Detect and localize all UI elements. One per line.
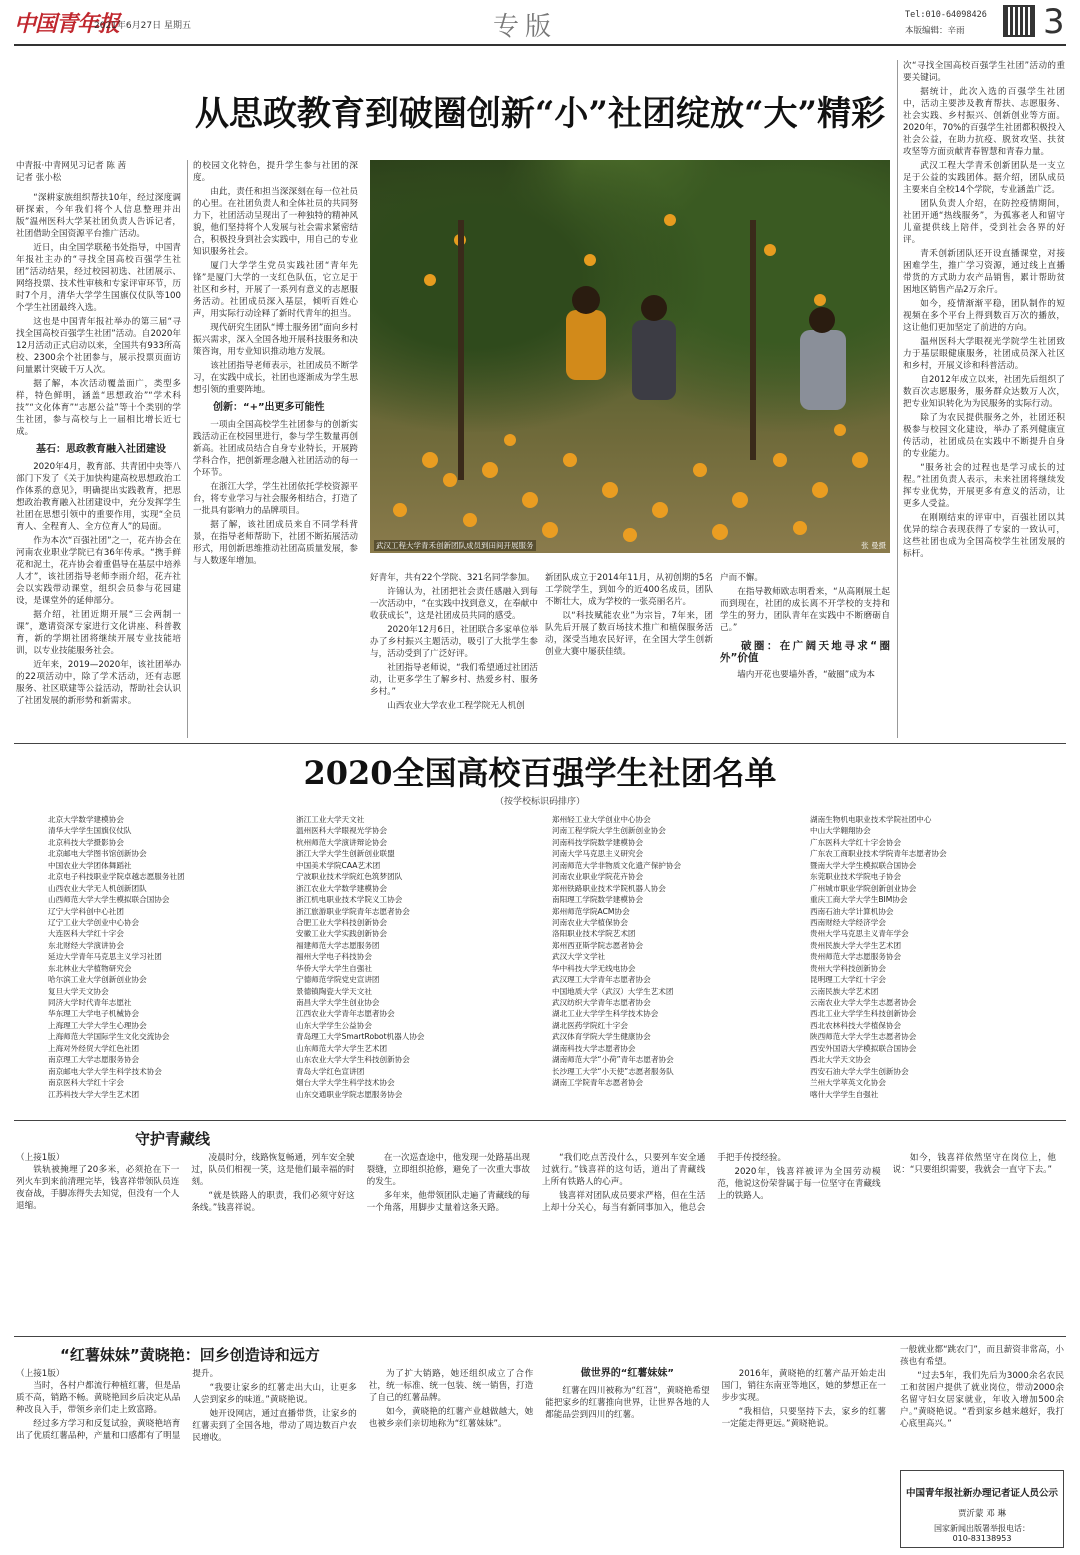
column-divider <box>187 160 188 738</box>
club-name: 西北工业大学学生科技创新协会 <box>810 1009 917 1019</box>
paragraph: 在一次巡查途中，他发现一处路基出现裂缝，立即组织抢修，避免了一次重大事故的发生。 <box>366 1153 530 1187</box>
paragraph: 2020年12月6日，社团联合多家单位举办了乡村振兴主题活动，吸引了大批学生参与，活动受到了广泛好评。 <box>370 625 538 659</box>
list-column-1 <box>48 814 284 1116</box>
notice-names: 贾沂蒙 邓 琳 <box>958 1509 1006 1519</box>
photo-caption: 武汉工程大学青禾创新团队成员到田间开展服务 <box>376 541 534 550</box>
club-name: 同济大学时代青年志愿社 <box>48 998 132 1007</box>
column-divider <box>897 60 898 738</box>
club-name: 河南农业大学植保协会 <box>552 917 628 927</box>
paragraph: “过去5年，我们先后为3000余名农民工和贫困户提供了就业岗位，带动2000余名留守妇女居家就业，年收入增加500余户。”黄晓艳说。“看到家乡越来越好，我打心底里高兴。” <box>900 1371 1064 1429</box>
continuation-note: （上接1版） <box>16 1369 65 1379</box>
paragraph: 据统计，此次入选的百强学生社团中，活动主要涉及教育帮扶、志愿服务、社会实践、乡村振兴、创新创业等方面。2020年，70%的百强学生社团都积极投入社会公益，在助力抗疫、脱贫攻坚、扶贫攻坚等方面贡献青春智慧和青春力量。 <box>903 87 1065 157</box>
club-name: 东莞职业技术学院电子协会 <box>810 872 902 882</box>
club-name: 华东理工大学电子机械协会 <box>48 1009 140 1019</box>
paragraph: 近年来，2019—2020年，该社团举办的22项活动中，除了学术活动，还有志愿服务、社区联建等公益活动，帮助社会认识了社团发展的新形势和新需求。 <box>16 660 181 706</box>
article-headline: 从思政教育到破圈创新“小”社团绽放“大”精彩 <box>194 94 886 134</box>
club-name: 青岛大学红色宣讲团 <box>296 1066 365 1076</box>
club-name: 安徽工业大学实践创新协会 <box>296 929 388 939</box>
club-name: 喀什大学学生自强社 <box>810 1089 879 1099</box>
club-name: 烟台大学大学生科学技术协会 <box>296 1078 395 1088</box>
club-name: 江苏科技大学大学生艺术团 <box>48 1089 140 1099</box>
paragraph: 社团指导老师说，“我们希望通过社团活动，让更多学生了解乡村、热爱乡村、服务乡村。” <box>370 663 538 697</box>
list-column-4 <box>810 814 1046 1116</box>
club-name: 郑州师范学院ACM协会 <box>552 906 630 916</box>
club-name: 华侨大学大学生自强社 <box>296 963 372 973</box>
club-name: 贵州大学马克思主义青年学会 <box>810 929 909 939</box>
club-name: 广州城市职业学院创新创业协会 <box>810 883 917 893</box>
story-title-qinghai: 守护青藏线 <box>135 1130 211 1148</box>
club-name: 辽宁工业大学创业中心协会 <box>48 917 140 927</box>
club-name: 南阳理工学院数学建模协会 <box>552 895 644 905</box>
paragraph: 经过多方学习和反复试验，黄晓艳培育出了优质红薯品种，产量和口感都有了明显提升。 <box>16 1369 219 1441</box>
club-name: 北京大学数学建模协会 <box>48 815 124 824</box>
club-name: 山东交通职业学院志愿服务协会 <box>296 1089 403 1099</box>
club-name: 北京电子科技职业学院卓越志愿服务社团 <box>48 872 185 882</box>
paragraph: 厦门大学学生党员实践社团“青年先锋”是厦门大学的一支红色队伍，它立足于社区和乡村，开展了一系列有意义的志愿服务活动。社团成员深入基层，倾听百姓心声，用实际行动诠释了新时代青年的担当。 <box>193 261 358 319</box>
club-name: 西南石油大学计算机协会 <box>810 906 894 916</box>
masthead-rule <box>14 44 1066 46</box>
paragraph: 在指导教师欧志明看来，“从高刚展土起而到现在，社团的成长离不开学校的支持和学生的努力，团队青年在实践中不断磨砺自己。” <box>720 587 890 633</box>
club-name: 南京理工大学志愿服务协会 <box>48 1055 140 1065</box>
paragraph: 她开设网店，通过直播带货，让家乡的红薯卖到了全国各地，带动了周边数百户农民增收。 <box>192 1409 357 1443</box>
notice-body: 国家新闻出版署举报电话： <box>934 1524 1030 1533</box>
paragraph: “我们吃点苦没什么，只要列车安全通过就行。”钱喜祥的这句话，道出了青藏线上所有铁路人的心声。 <box>541 1153 706 1187</box>
club-name: 云南民族大学艺术团 <box>810 986 879 996</box>
club-name: 西南财经大学经济学会 <box>810 917 886 927</box>
club-name: 南昌大学大学生创业协会 <box>296 998 380 1007</box>
paragraph: 如今，黄晓艳的红薯产业越做越大，她也被乡亲们亲切地称为“红薯妹妹”。 <box>368 1407 534 1429</box>
paragraph: 山西农业大学农业工程学院无人机创 <box>387 701 525 711</box>
section-rule <box>14 1336 1066 1337</box>
club-name: 浙江旅游职业学院青年志愿者协会 <box>296 906 410 916</box>
club-name: 上海师范大学国际学生文化交流协会 <box>48 1032 170 1042</box>
club-name: 上海对外经贸大学红色社团 <box>48 1043 140 1053</box>
club-name: 宁波职业技术学院红色筑梦团队 <box>296 872 403 882</box>
section-rule <box>14 743 1066 744</box>
club-name: 郑州铁路职业技术学院机器人协会 <box>552 883 666 893</box>
story-sweet-potato-body <box>16 1368 886 1548</box>
club-name: 贵州师范大学志愿服务协会 <box>810 952 902 962</box>
club-name: 山东大学学生公益协会 <box>296 1020 372 1030</box>
paragraph: 凌晨时分，线路恢复畅通，列车安全驶过，队员们相视一笑，这是他们最幸福的时刻。 <box>191 1153 355 1187</box>
club-name: 宁德师范学院党史宣讲团 <box>296 975 380 985</box>
paragraph: 许锦认为，社团把社会责任感融入到每一次活动中，“在实践中找到意义，在奉献中收获成长”，这是社团成员共同的感受。 <box>370 587 538 621</box>
club-name: 福州大学电子科技协会 <box>296 952 372 962</box>
club-name: 中国美术学院CAA艺术团 <box>296 860 381 870</box>
club-name: 东北财经大学演讲协会 <box>48 940 124 950</box>
club-name: 江西农业大学青年志愿者协会 <box>296 1009 395 1019</box>
paragraph: 当时，各村户都流行种植红薯，但是品质不高，销路不畅。黄晓艳回乡后决定从品种改良入手，带领乡亲们走上致富路。 <box>16 1381 181 1415</box>
club-name: 西北大学天文协会 <box>810 1055 871 1065</box>
club-name: 郑州西亚斯学院志愿者协会 <box>552 940 644 950</box>
club-name: 杭州师范大学演讲辩论协会 <box>296 837 388 847</box>
club-name: 武汉纺织大学青年志愿者协会 <box>552 998 651 1007</box>
paragraph: 红薯在四川被称为“红苕”，黄晓艳希望能把家乡的红薯推向世界，让世界各地的人都能品尝到四川的红薯。 <box>545 1386 710 1420</box>
club-name: 华中科技大学无线电协会 <box>552 963 636 973</box>
paragraph: 如今，钱喜祥依然坚守在岗位上，他说：“只要组织需要，我就会一直守下去。” <box>892 1153 1056 1175</box>
orchard-photo <box>370 160 890 553</box>
paragraph: 墙内开花也要墙外香，“破圈”成为本 <box>737 670 875 680</box>
notice-box <box>900 1470 1064 1548</box>
section-rule <box>14 1120 1066 1121</box>
list-column-2 <box>296 814 532 1116</box>
story-qinghai-body <box>16 1152 1056 1330</box>
paragraph: 武汉工程大学青禾创新团队是一支立足于公益的实践团体。据介绍，团队成员主要来自全校14个学院，专业涵盖广泛。 <box>903 161 1065 195</box>
paragraph: 这也是中国青年报社举办的第三届“寻找全国高校百强学生社团”活动。自2020年12月活动正式启动以来，全国共有933所高校、2300余个社团参与，展示投票页面访问量累计突破千万人次。 <box>16 317 181 375</box>
paragraph: 团队负责人介绍，在防控疫情期间，社团开通“热线服务”，为孤寡老人和留守儿童提供线上陪伴，受到社会各界的好评。 <box>903 199 1065 245</box>
right-column <box>903 60 1065 738</box>
paragraph: 2020年4月，教育部、共青团中央等八部门下发了《关于加快构建高校思想政治工作体系的意见》，明确提出实践教育，把思想政治教育融入社团建设中，充分发挥学生社团在思想引领中的重要作用，实现“全员育人、全程育人、全方位育人”的局面。 <box>16 462 181 532</box>
paragraph: 户而不懈。 <box>720 573 763 583</box>
paragraph: 据介绍，社团近期开展“三会两制一课”，邀请资深专家进行文化讲座、科普教育，新的学期社团将继续开展专业技能培训，以专业技能服务社会。 <box>16 610 181 656</box>
section-name: 专版 <box>493 12 558 42</box>
issue-date: 2021年6月27日 星期五 <box>94 21 191 31</box>
continuation-note: （上接1版） <box>16 1153 65 1163</box>
paragraph: 温州医科大学眼视光学院学生社团致力于基层眼健康服务，社团成员深入社区和乡村，开展义诊和科普活动。 <box>903 337 1065 371</box>
club-name: 山东师范大学大学生艺术团 <box>296 1043 388 1053</box>
club-name: 辽宁大学科创中心社团 <box>48 906 124 916</box>
club-name: 山东农业大学大学生科技创新协会 <box>296 1055 410 1065</box>
club-name: 河南农业职业学院花卉协会 <box>552 872 644 882</box>
masthead <box>0 0 1080 44</box>
paragraph: 该社团指导老师表示，社团成员不断学习，在实践中成长，社团也逐渐成为学生思想引领的重要阵地。 <box>193 361 358 395</box>
orchard-scene <box>370 160 890 553</box>
club-name: 复旦大学天文协会 <box>48 986 109 996</box>
club-name: 南京医科大学红十字会 <box>48 1078 124 1088</box>
paragraph: “服务社会的过程也是学习成长的过程。”社团负责人表示，未来社团将继续发挥专业优势，开展更多有意义的活动，让更多人受益。 <box>903 463 1065 509</box>
paragraph: 次“寻找全国高校百强学生社团”活动的重要关键词。 <box>903 61 1065 83</box>
club-name: 湖南科技大学志愿者协会 <box>552 1043 636 1053</box>
page-editor: 本版编辑：辛雨 <box>905 26 965 36</box>
club-name: 西安外国语大学模拟联合国协会 <box>810 1043 917 1053</box>
story-title-sweet-potato: “红薯妹妹”黄晓艳：回乡创造诗和远方 <box>60 1346 320 1364</box>
club-name: 中山大学翱翔协会 <box>810 826 871 836</box>
page-number: 3 <box>1043 2 1065 42</box>
subheading: 破圈：在广阔天地寻求“圈外”价值 <box>720 640 890 664</box>
club-name: 武汉大学文学社 <box>552 952 606 962</box>
paragraph: 在刚刚结束的评审中，百强社团以其优异的综合表现获得了专家的一致认可，这些社团也成为全国高校学生社团发展的标杆。 <box>903 513 1065 559</box>
paragraph: 多年来，他带领团队走遍了青藏线的每一个角落，用脚步丈量着这条天路。 <box>366 1191 530 1213</box>
paragraph: 由此，责任和担当深深刻在每一位社员的心里。在社团负责人和全体社员的共同努力下，社团活动呈现出了一种独特的精神风貌，他们坚持将个人发展与社会需求紧密结合，积极投身到社会实践中，用自己的专业知识服务社会。 <box>193 187 358 257</box>
club-name: 西北农林科技大学植保协会 <box>810 1020 902 1030</box>
paragraph: “就是铁路人的职责，我们必须守好这条线。”钱喜祥说。 <box>191 1191 355 1213</box>
paragraph: “我要让家乡的红薯走出大山，让更多人尝到家乡的味道。”黄晓艳说。 <box>192 1383 357 1405</box>
notice-title: 中国青年报社新办理记者证人员公示 <box>905 1488 1058 1499</box>
club-name: 北京科技大学摄影协会 <box>48 837 124 847</box>
paragraph: 钱喜祥对团队成员要求严格，但在生活上却十分关心，每当有新同事加入，他总会手把手传授经验。 <box>541 1153 787 1213</box>
paragraph: 好青年，共有22个学院、321名同学参加。 <box>370 573 535 583</box>
paragraph: 现代研究生团队“博士服务团”面向乡村振兴需求，深入全国各地开展科技服务和决策咨询，用专业知识推动地方发展。 <box>193 323 358 357</box>
club-name: 东北林业大学植物研究会 <box>48 963 132 973</box>
club-name: 河南师范大学非物质文化遗产保护协会 <box>552 860 682 870</box>
paragraph: 如今，疫情渐渐平稳，团队制作的短视频在多个平台上得到数百万次的播放，这让他们更加坚定了前进的方向。 <box>903 299 1065 333</box>
paragraph: 青禾创新团队还开设直播课堂，对接困难学生，推广学习资源，通过线上直播带货的方式助力农产品销售，累计帮助贫困地区销售产品2万余斤。 <box>903 249 1065 295</box>
club-name: 中国农业大学团体舞蹈社 <box>48 860 132 870</box>
club-name: 哈尔滨工业大学创新创业协会 <box>48 975 147 985</box>
paragraph: 铁轨被掩埋了20多米，必须抢在下一列火车到来前清理完毕，钱喜祥带领队员连夜奋战，手脚冻得失去知觉，但没有一个人退缩。 <box>16 1165 180 1211</box>
newspaper-logo: 中国青年报 <box>14 11 120 37</box>
club-name: 浙江大学大学生创新创业联盟 <box>296 849 395 859</box>
subheading: 基石：思政教育融入社团建设 <box>36 444 166 455</box>
club-name: 福建师范大学志愿服务团 <box>296 940 380 950</box>
paragraph: 据了解，该社团成员来自不同学科背景，在指导老师帮助下，社团不断拓展活动形式，用创新思维推动社团高质量发展，参与人数逐年增加。 <box>193 520 358 566</box>
club-name: 青岛理工大学SmartRobot机器人协会 <box>296 1032 425 1042</box>
club-name: 重庆工商大学大学生BIM协会 <box>810 895 908 905</box>
article-col-5 <box>720 572 890 738</box>
club-name: 河南大学马克思主义研究会 <box>552 849 644 859</box>
club-name: 湖南师范大学“小荷”青年志愿者协会 <box>552 1055 674 1065</box>
paragraph: 一项由全国高校学生社团参与的创新实践活动正在校园里进行，参与学生数量再创新高。社团成员结合自身专业特长，开展跨学科合作，把创新理念融入社团活动的每一个环节。 <box>193 420 358 478</box>
club-name: 洛阳职业技术学院艺术团 <box>552 929 636 939</box>
club-name: 湖南工学院青年志愿者协会 <box>552 1078 644 1088</box>
club-name: 昆明理工大学红十字会 <box>810 975 886 985</box>
subheading: 创新：“+”出更多可能性 <box>213 402 325 413</box>
byline-2: 记者 张小松 <box>16 173 62 183</box>
story-sweet-potato-end <box>900 1344 1064 1429</box>
club-name: 广东农工商职业技术学院青年志愿者协会 <box>810 849 947 859</box>
club-name: 延边大学青年马克思主义学习社团 <box>48 952 162 962</box>
notice-tel: 010-83138953 <box>952 1534 1012 1543</box>
contact-tel: Tel:010-64098426 <box>905 10 987 20</box>
paragraph: “深耕家族组织帮扶10年，经过深度调研探索，今年我们将个人信息整理并出版”温州医科大学某社团负责人告诉记者，社团借助全国资源平台推广活动。 <box>16 193 181 239</box>
article-col-1 <box>16 160 181 738</box>
paragraph: 为了扩大销路，她还组织成立了合作社，统一标准、统一包装、统一销售，打造了自己的红薯品牌。 <box>368 1369 534 1403</box>
paragraph: 以“科技赋能农业”为宗旨，7年来，团队先后开展了数百场技术推广和植保服务活动，深受当地农民好评，在全国大学生创新创业大赛中屡获佳绩。 <box>545 611 713 657</box>
paragraph: 2020年，钱喜祥被评为全国劳动模范，他说这份荣誉属于每一位坚守在青藏线上的铁路人。 <box>717 1167 881 1201</box>
club-name: 大连医科大学红十字会 <box>48 929 124 939</box>
subheading: 做世界的“红薯妹妹” <box>580 1368 674 1379</box>
photo-credit: 张 曼摄 <box>861 541 886 550</box>
paragraph: 作为本次“百强社团”之一，花卉协会在河南农业职业学院已有36年传承。“携手鲜花和泥土，花卉协会着重倡导在基层中培养人才”，该社团指导老师李雨介绍，花卉社会以实践带动课堂，组织会员参与花园建设，是课堂外的延伸部分。 <box>16 536 181 606</box>
paragraph: 据了解，本次活动覆盖面广，类型多样，特色鲜明，涵盖“思想政治”“学术科技”“文化体育”“志愿公益”等十个类别的学生社团，参与高校与上一届相比增长近七成。 <box>16 379 181 437</box>
byline-1: 中青报·中青网见习记者 陈 茜 <box>16 161 127 171</box>
club-name: 河南工程学院大学生创新创业协会 <box>552 826 666 836</box>
qr-code-icon <box>1003 5 1035 37</box>
club-name: 湖北工业大学学生科学技术协会 <box>552 1009 659 1019</box>
club-name: 贵州大学科技创新协会 <box>810 963 886 973</box>
paragraph: 自2012年成立以来，社团先后组织了数百次志愿服务，服务群众达数万人次，把专业知识转化为为民服务的实际行动。 <box>903 375 1065 409</box>
club-name: 中国地质大学（武汉）大学生艺术团 <box>552 986 674 996</box>
club-name: 西安石油大学大学生创新协会 <box>810 1066 909 1076</box>
club-name: 兰州大学萃英文化协会 <box>810 1078 886 1088</box>
club-name: 浙江工业大学天文社 <box>296 815 365 824</box>
club-name: 南京邮电大学大学生科学技术协会 <box>48 1066 162 1076</box>
paragraph: 近日，由全国学联秘书处指导，中国青年报社主办的“寻找全国高校百强学生社团”活动结果，经过校园初选、社团展示、网络投票、技术性审核和专家评审环节，历时7个月，清华大学学生国旗仪仗队等100个学生社团最终入选。 <box>16 243 181 313</box>
club-name: 武汉体育学院大学生健康协会 <box>552 1032 651 1042</box>
club-name: 贵州民族大学大学生艺术团 <box>810 940 902 950</box>
club-name: 武汉理工大学青年志愿者协会 <box>552 975 651 985</box>
club-name: 湖南生物机电职业技术学院社团中心 <box>810 815 932 824</box>
paragraph: 除了为农民提供服务之外，社团还积极参与校园文化建设，举办了系列健康宣传活动，社团成员在实践中不断提升自身的专业能力。 <box>903 413 1065 459</box>
paragraph: “我相信，只要坚持下去，家乡的红薯一定能走得更远。”黄晓艳说。 <box>721 1407 886 1429</box>
paragraph: 新团队成立于2014年11月，从初创期的5名工学院学生，到如今的近400名成员，团队不断壮大，成为学校的一张亮丽名片。 <box>545 573 713 607</box>
club-name: 暨南大学大学生模拟联合国协会 <box>810 860 917 870</box>
club-name: 上海理工大学大学生心理协会 <box>48 1020 147 1030</box>
paragraph: 的校园文化特色，提升学生参与社团的深度。 <box>193 161 358 183</box>
club-name: 广东医科大学红十字会协会 <box>810 837 902 847</box>
list-title: 2020全国高校百强学生社团名单 <box>303 754 777 792</box>
club-name: 山西师范大学大学生模拟联合国协会 <box>48 895 170 905</box>
club-name: 合肥工业大学科技创新协会 <box>296 917 388 927</box>
club-name: 景德镇陶瓷大学天文社 <box>296 986 372 996</box>
club-name: 郑州轻工业大学创业中心协会 <box>552 815 651 824</box>
paragraph: 2016年，黄晓艳的红薯产品开始走出国门，销往东南亚等地区，她的梦想正在一步步实现。 <box>721 1369 886 1403</box>
club-name: 陕西师范大学大学生志愿者协会 <box>810 1032 917 1042</box>
club-name: 温州医科大学眼视光学协会 <box>296 826 388 836</box>
club-name: 浙江农业大学数学建模协会 <box>296 883 388 893</box>
club-name: 河南科技学院数学建模协会 <box>552 837 644 847</box>
club-name: 北京邮电大学图书馆创新协会 <box>48 849 147 859</box>
club-name: 长沙理工大学“小天使”志愿者服务队 <box>552 1066 674 1076</box>
article-col-2 <box>193 160 358 738</box>
paragraph: 在浙江大学，学生社团依托学校资源平台，将专业学习与社会服务相结合，打造了一批具有影响力的品牌项目。 <box>193 482 358 516</box>
list-subtitle: （按学校标识码排序） <box>494 797 585 807</box>
paragraph: 一般就业都“跳农门”，而且薪资非常高，小孩也有希望。 <box>900 1345 1064 1367</box>
article-col-4 <box>545 572 713 738</box>
list-column-3 <box>552 814 788 1116</box>
club-name: 清华大学学生国旗仪仗队 <box>48 826 132 836</box>
club-name: 湖北医药学院红十字会 <box>552 1020 628 1030</box>
club-name: 浙江机电职业技术学院义工协会 <box>296 895 403 905</box>
article-col-3 <box>370 572 538 738</box>
club-name: 云南农业大学大学生志愿者协会 <box>810 998 917 1007</box>
club-name: 山西农业大学无人机创新团队 <box>48 883 147 893</box>
